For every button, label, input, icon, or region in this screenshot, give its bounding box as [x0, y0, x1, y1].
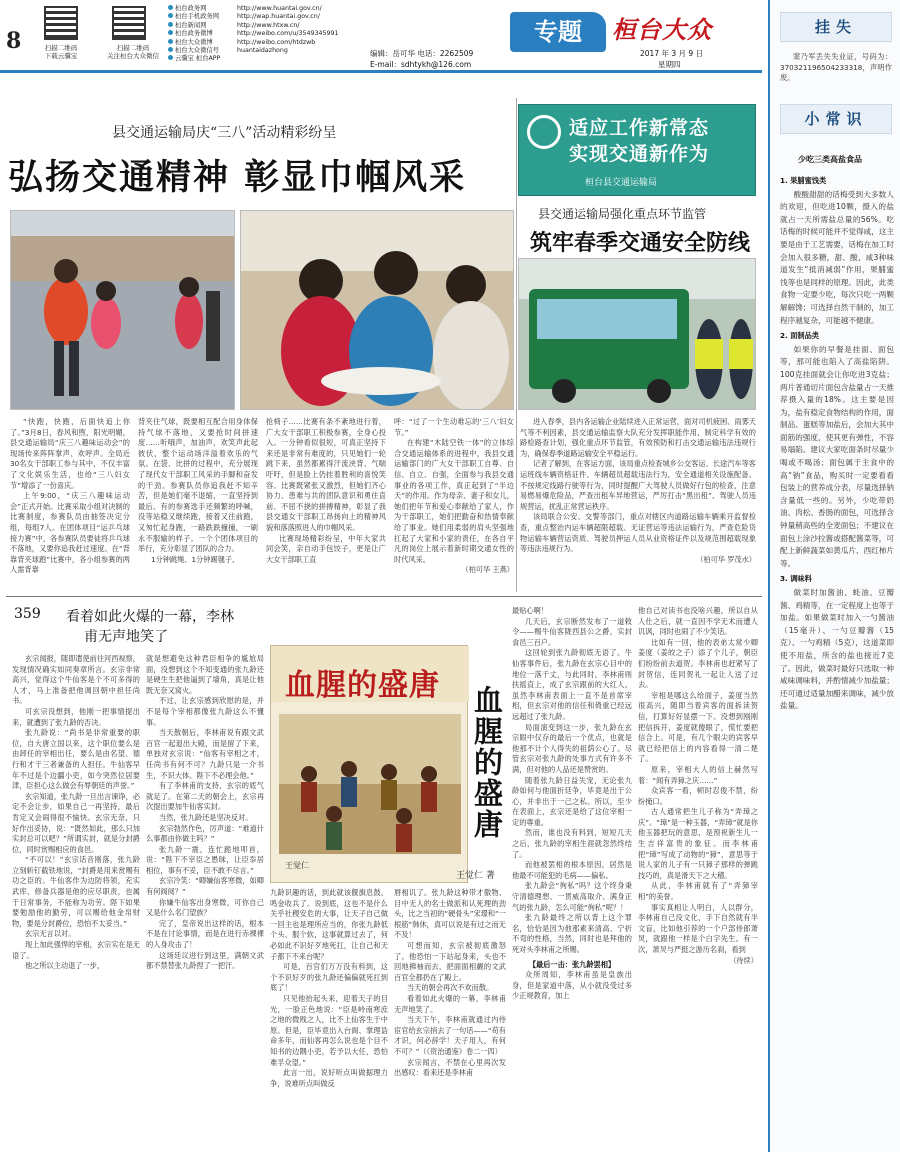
vertical-book-title: 血腥的盛唐 [470, 684, 504, 840]
header-rule [0, 70, 762, 73]
photo-running-race [10, 210, 235, 410]
slogan-line-1: 适应工作新常态 [569, 117, 710, 139]
bullet-icon [168, 47, 173, 52]
lead-col-2: 背夹住气球，既要相互配合用身体保持气球不落地，又要抢时间拼速度……听哦声，加油声，欢笑声此起彼伏，整个运动场洋溢着欢乐的气氛。在袋、比拼的过程中，充分展现了现代女干部职工风采的手脚和奋发的干劲。参赛队员你追我赶不知辛苦，但是她们毫不退缩，一直坚持到最后。有的参赛选手还频繁的呼喊，没等站稳又继续跑，接着又往前跑，又匆忙起身跑，一路跌跌撞撞，一刷永不服输的样子。一个个团体项目的举行，充分彰显了团队的合力。 1分钟跳绳、1分钟踢毽子、 [138, 417, 258, 564]
lost-notice-heading: 挂失 [780, 12, 892, 42]
media-item[interactable]: 桓台政务网 http://www.huantai.gov.cn/ [168, 5, 368, 13]
lead-title: 弘扬交通精神 彰显巾帼风采 [8, 157, 467, 198]
qr-code-wechat[interactable] [112, 6, 146, 40]
chapter-heading: 【最后一击：张九龄罢相】 [528, 959, 616, 969]
photo-inspection-image [519, 259, 756, 410]
lost-notice-text: 窦乃军丢失失业证，号码为：370321196504233318，声明作废。 [780, 52, 892, 83]
serial-col-6: 他自己对读书也没啥兴趣，所以自从人仕之后，就一直因不学无术而遭人讥讽，同时也闹了不少笑话。 比如有一回，他的表弟太常少卿姜度（姜皎之子）添了个儿子，朝臣们纷纷前去道贺。李林甫也赶紧写了封贺信，连同贺礼一起让人送了过去。 宰相是哪这么给面子，姜度当然很高兴，随即当着宾客的面拆读贺信，打算好好显摆一下。没想到刚刚把信拆开，姜度就傻眼了，慌忙要把信合上。可是，有几个眼尖的宾客早就已经把信上的内容看得一清二楚了。 原来，宰相大人的信上赫然写着：“闻有弄獐之庆……” 众宾客一看，顿时忍俊不禁，纷纷掩口。 古人通常把生儿子称为“弄璋之庆”。“璋”是一种玉器，“弄璋”就是你他玉器把玩的意思，是预祝新生儿一生吉祥富贵的象征。而李林甫把“璋”写成了动物的“獐”，意思等于说人家的儿子有一只獐子那样的弹跳技巧的，真是滑天下之大稽。 从此，李林甫就有了“弄獐宰相”的美誉。 事实真相让人明白，人以群分，李林甫自己没文化，手下自然就有半文盲，比如他引荐的一个户部侍郎萧炅，就跟他一样是个白字先生。有一次，萧炅与严挺之游历名刹，看到 （待续） [638, 606, 758, 965]
side-col: 进入春季，县内各运输企业陆续进入正常运营，面对司机疲困、雨雾天气等不利因素，县交通运输监察大队充分发挥职能作用，制定科学有效的路检路查计划，强化重点环节监管，有效预防和打击交通运输违法违规行为，确保春季道路运输安全平稳运行。 记者了解到，在客运方面，该局重点检查城乡公交客运、长途汽车等客运班线车辆资格证件、车辆超员超载违法行为，安全通道相关设施配备、不按规定线路行驶等行为，同时提醒广大驾驶人员做好行包的检查，注意易燃易爆危险品，严查出租车异地营运，严厉打击“黑出租”、驾驶人员违规营运，扰乱正常营运秩序。 该局联合公安、交警等部门，重点对辖区内道路运输车辆乘开监督检查，重点整治内运车辆超限超载、无证营运等违法运输行为，严查危险货物运输车辆营运资质、驾驶员押运人员从业资格证件以及规范围超载现象等违法违规行为。 （柏可华 罗茂水） [520, 417, 756, 564]
slogan-unit: 桓台县交通运输局 [585, 178, 658, 188]
bullet-icon [168, 5, 173, 10]
tip-heading: 2. 面制品类 [780, 331, 819, 341]
serial-col-5: 最贴心啊！ 几天后，玄宗断然发布了一道敕令——赐牛仙客陇西县公之爵，实封食邑三百户。 这回轮到张九龄彻底无语了。牛仙客事件后，张九龄在玄宗心目中的地位一落千丈，与此同时，李林甫则扶摇直上，成了玄宗跟前的大红人。虽然李林甫表面上一直不是首席宰相，但玄宗对他的信任和倚重已经远远超过了张九龄。 局面演变到这一步，张九龄在玄宗眼中仅存的最后一个优点，也就是他那不计个人得失的祖荫公心了。尽管玄宗对张九龄的处事方式有许多不满，但对他的人品还是赞赏的。 随着张九龄日益失宠，无论张九龄如何与他面折廷争，毕竟是出于公心，并非出于一己之私。所以，至少在表面上，玄宗还是给了这位宰相一定的尊重。 然而，谁也没有料到，短短几天之后，张九龄的宰相生涯就忽然终结了。 而他被罢相的根本原因，居然是他最不可能犯的毛病——偏私。 张九龄会“徇私”吗？这个终身秉守清德理想、一贯威高取介、满身正气的张九龄，怎么可能“徇私”呢？！ 张九龄最终之所以背上这个罪名，恰恰是因为他那素来清高、宁折不弯的性格，当然，同时也是拜他的死对头李林甫之所赐。 【最后一击：张九龄罢相】 众所周知，李林甫虽是皇族出身，但是家道中落，从小就没受过多少正规教育，加上 [512, 606, 632, 1001]
tip-text: 酸酸甜甜的话梅受到大多数人的欢迎，但吃进10颗，摄入的盐就占一天所需盐总量的56%。吃话梅的时候可能并不觉得咸，这主要是由于工艺需要，话梅在加工时会加入很多糖，甜、酸、咸3种味道发生“抵消减弱”作用，果脯蜜饯等也是同样的原理。因此，此类食物一定要少吃，每次只吃一两颗解解馋；可选择自然干制的，加工程序越复杂，可能越不健康。 [780, 189, 894, 325]
serial-title-2: 甫无声地笑了 [84, 629, 168, 645]
lead-byline: （柏可华 王燕） [461, 565, 514, 575]
bullet-icon [168, 39, 173, 44]
serial-title-1: 看着如此火爆的一幕，李林 [66, 609, 234, 625]
cover-title: 血腥的盛唐 [285, 668, 440, 703]
tip-heading: 3. 调味料 [780, 574, 812, 584]
bullet-icon [168, 22, 173, 27]
side-title: 筑牢春季交通安全防线 [530, 230, 751, 256]
serial-number: 359 [14, 606, 41, 622]
sidebar [768, 0, 900, 1152]
book-cover [270, 645, 468, 883]
media-item[interactable]: 桓台大众微信号 huantaidazhong [168, 47, 368, 55]
lead-col-4: 呼：“过了一个生动难忘的‘三八’妇女节。” 在构建“木陆空铁一体”的立体综合交通运输体系的进程中，我县交通运输部门的广大女干部职工自尊、自信、自立、自强，全面参与我县交通事业的各项工作，真正起到了“半边天”的作用。作为母亲、妻子和女儿，她们把年节和爱心奉献给了家人，作为干部职工，她们把勤奋和热情奉献给了事业。她们用柔弱的肩头坚强地扛起了大家和小家的责任，在各自平凡的岗位上展示着新时期交通女性的时代风采。 （柏可华 王燕） [394, 417, 514, 575]
masthead [0, 0, 900, 86]
photo-dumplings-image [241, 211, 514, 410]
media-item[interactable]: 桓台政务微博 http://weibo.com/u/3549345991 [168, 30, 368, 38]
qr-label-wechat: 扫描二维码 关注桓台大众微信 [107, 44, 159, 60]
tips-body [780, 174, 894, 713]
side-byline: （柏可华 罗茂水） [696, 554, 756, 564]
section-label: 专题 [510, 12, 606, 52]
bullet-icon [168, 30, 173, 35]
tips-subtitle: 少吃三类高盐食品 [798, 155, 862, 164]
lead-subtitle: 县交通运输局庆“三八”活动精彩纷呈 [112, 125, 337, 141]
side-subtitle: 县交通运输局强化重点环节监管 [538, 207, 707, 221]
bullet-icon [168, 55, 173, 60]
media-item[interactable]: 桓台大众微博 http://weibo.com/htdzwb [168, 39, 368, 47]
tip-text: 如果你的早餐是挂面、面包等，那可能也陷入了高盐陷阱。100克挂面就会让你吃进3克盐；两片普通切片面包含盐量占一天推荐摄入量的18%。这主要是因为，盐有稳定食物结构的作用，面制品、蛋糕等加盐后，会加大其中面筋的强度，使其更有弹性，不容易塌陷。建议大家吃面条时尽量少喝或不喝汤；面包属于主食中的高“钠”食品，购买时一定要看看包装上的营养成分表，尽量选择钠含量低一些的。另外，少吃带奶油、肉松、香肠的面包，可选择含钟量稍高些的全麦面包；不建议在面包上涂沙拉酱或搭配酱菜等，可配上新鲜蔬菜如黄瓜片、西红柿片等。 [780, 344, 894, 568]
media-list [168, 5, 368, 64]
slogan-line-2: 实现交通新作为 [569, 143, 710, 165]
qr-label-app: 扫描二维码 下载云骥宝 [44, 44, 78, 60]
book-author-line: 王觉仁 著 [456, 871, 495, 881]
photo-dumplings [240, 210, 514, 410]
tip-text: 做菜时加酱油、蚝油、豆瓣酱、鸡精等，在一定程度上也等于加盐。如果做菜时加入一勺酱油（15毫升）、一勺豆瓣酱（15克）、一勺鸡精（5克），这道菜即使不用盐，所含的盐也接近7克了。因此，做菜时最好只选取一种咸味调味料，并酌情减少加盐量；还可通过适量加醋来调味，减少放盐量。 [780, 588, 894, 711]
photo-inspection [518, 258, 756, 410]
page-number: 8 [6, 28, 22, 54]
bullet-icon [168, 13, 173, 18]
serial-col-2: 就是想避免这种君臣相争的尴尬局面，没想到这个不知变通的张九龄还是硬生生把他逼到了墙角，真是让他既无奈又窝火。 不过，让玄宗感到欣慰的是，并不是每个宰相都像张九龄这么不懂事。 当天散朝后，李林甫说有跟文武百官一起退出大殿，而是留了下来，单独对玄宗说：“仙客有宰相之才，任尚书有何不可？九龄只是一介书生，不识大体。陛下不必理会他。” 有了李林甫的支持，玄宗的底气就足了。在第二天的朝会上，玄宗再次提出要加牛仙客实封。 当然，张九龄还是坚决反对。 玄宗勃然作色，厉声道：“难道什么事都由你做主吗？” 张九龄一震，连忙跪地叩首，说：“陛下不宰臣之愚昧，让臣忝居相位，事有不妥，臣不敢不尽言。” 玄宗冷笑：“卿嫌仙客寒微，如卿有何阀阅？” 你嫌牛仙客出身寒微，可你自己又是什么名门望族？ 完了，皇帝说出这样的话，根本不是在讨论事情，而是在进行赤裸裸的人身攻击了！ 这场廷议进行到这里，满朝文武都不禁替张九龄捏了一把汗。 [146, 654, 264, 971]
editor-info: 编辑：岳可华 电话：2262509 E-mail：sdhtykh@126.com [370, 49, 474, 69]
media-item[interactable]: 桓台新闻网 http://www.htxw.cn/ [168, 22, 368, 30]
cover-author: 王觉仁 [285, 861, 309, 870]
cover-illustration [279, 714, 461, 854]
qr-code-app[interactable] [44, 6, 78, 40]
lead-col-1: “快跑，快跑，后面快追上你了。”3月8日，春风和煦，阳光明媚，县交通运输局“庆三八趣味运动会”的现场传来阵阵掌声、欢呼声。全局近30名女干部职工参与其中，不仅丰富了文化娱乐生活，也给“三八妇女节”增添了一份喜庆。 上午9:00，“庆三八趣味运动会”正式开始。比赛采取小组对决制的比赛制度，参赛队员由抽签决定分组，每组7人。在团体项目“运乒乓球接力赛”中，各参赛队员要徒将乒乓球不落地，又要你追我赶过速度。在“背靠背夹球跑”比赛中，各小组参赛的两人需背靠 [10, 417, 130, 575]
to-be-continued: （待续） [729, 955, 758, 965]
lead-col-3: 抢椅子……比赛有条不紊地进行着，广大女干部职工积极参赛，全身心投入。一分钟看似很短，可真正坚持下来还是非常有难度的，只见她们一轮跳下来，虽然都累得汗流浃背、气喘吁吁，但是脸上仍挂着胜利的喜悦笑容。比赛既紧张又激烈，但她们齐心协力、患难与共的团队意识和勇往直前、不屈不挠的拼搏精神，彰显了我县交通女干部职工昂扬向上的精神风貌和落落照进人的巾帼风采。 比赛现场精彩纷呈，中年大家共同会笑，亲自动手包饺子，更是让广大女干部职工直 [266, 417, 386, 564]
section-divider [6, 596, 762, 597]
brand-logo: 桓台大众 [612, 15, 712, 44]
serial-col-4: 唇相讥了。张九龄这种带才傲物、目中无人的名士做派和认死理的劲头，比之当初的“硬骨头”宋璟和“一根筋”韩休，真可以说是有过之而无不及！ 可想而知，玄宗被彻底激怒了。他恐怕一下站起身来，头也不回地拂袖而去，把面面相觑的文武百官全都扔在了殿上。 当天的朝会再次不欢而散。 看着如此火爆的一幕，李林甫无声地笑了。 当天下午，李林甫就通过内侍宦官给玄宗捎去了一句话——“苟有才识，何必辞学！天子用人，有何不可？”（《资治通鉴》卷二一四） 玄宗闻言，不禁在心里再次发出感叹：看来还是李林甫 [394, 888, 506, 1078]
serial-col-3: 九龄识趣的话，到此就该偃旗息鼓、鸣金收兵了。说到底，这也不是什么关乎社稷安危的大事，让天子自己做一回主也是理所应当的，你张九龄低个头、服个软，这事就算过去了，何必如此不识好歹地死扛，让自己和天子都下不来台呢？ 可是，百官们万万没有料到，这个不识好歹的张九龄还偏偏就死扛到底了！ 只见他抬起头来，迎着天子的目光，一脸正色地说：“臣是岭南寒庶之地的微贱之人，比不上仙客生于中原。但是，臣毕竟出入台阁、掌理诰命多年，而仙客再怎么说也是个目不知书的边隅小吏，若予以大任，恐怕难孚众望。” 此言一出，说好听点叫做据理力争，说难听点叫做反 [270, 888, 388, 1088]
issue-date: 2017 年 3 月 9 日 星期四 [640, 49, 704, 69]
photo-running-race-image [11, 211, 235, 410]
tips-heading: 小常识 [780, 104, 892, 134]
slogan-box [518, 104, 756, 196]
media-item[interactable]: 云骥宝 桓台APP [168, 55, 368, 63]
media-item[interactable]: 桓台手机政务网 http://wap.huantai.gov.cn/ [168, 13, 368, 21]
serial-col-1: 玄宗闻报，随即遣使前往河西视察，发现情况确实如同奏章所言。玄宗非常高兴，觉得这个牛仙客是个不可多得的人才，马上准备把他调回朝中担任尚书。 可玄宗没想到，他刚一把事情提出来，就遭到了张九龄的否决。 张九龄说：“尚书是非常重要的职位，自大唐立国以来，这个职位要么是由卸任的宰相出任，要么是由名望、德行和才干三者兼备的人担任。牛仙客早年不过是个边疆小吏，如今突然位居要津，臣担心这么做会有辱朝廷的声誉。” 玄宗知道，张九龄一旦出言谏诤，必定不会让步，如果自己一再坚持，最后肯定又会闹得很不愉快。玄宗无奈，只好作出妥协，说：“既然如此，那么只加实封总可以吧？”所谓实封，就是分封爵位，同时赏赐相应的食邑。 “不可以！”玄宗话音刚落，张九龄立刻斩钉截铁地说，“封爵是用来赏赐有功之臣的。牛仙客作为边防将领，充实武库、修备兵器是他的应尽职责，也属于日常事务，不能称为功劳。陛下如果要勉励他的勤劳，可以赐给他金帛财物，要是分封爵位，恐怕不太妥当。” 玄宗无言以对。 现上加此强悍的宰相，玄宗实在是无语了。 他之所以主动退了一步， [12, 654, 140, 971]
transport-logo-icon [527, 115, 561, 149]
column-divider [516, 98, 517, 592]
tip-heading: 1. 果脯蜜饯类 [780, 176, 827, 185]
